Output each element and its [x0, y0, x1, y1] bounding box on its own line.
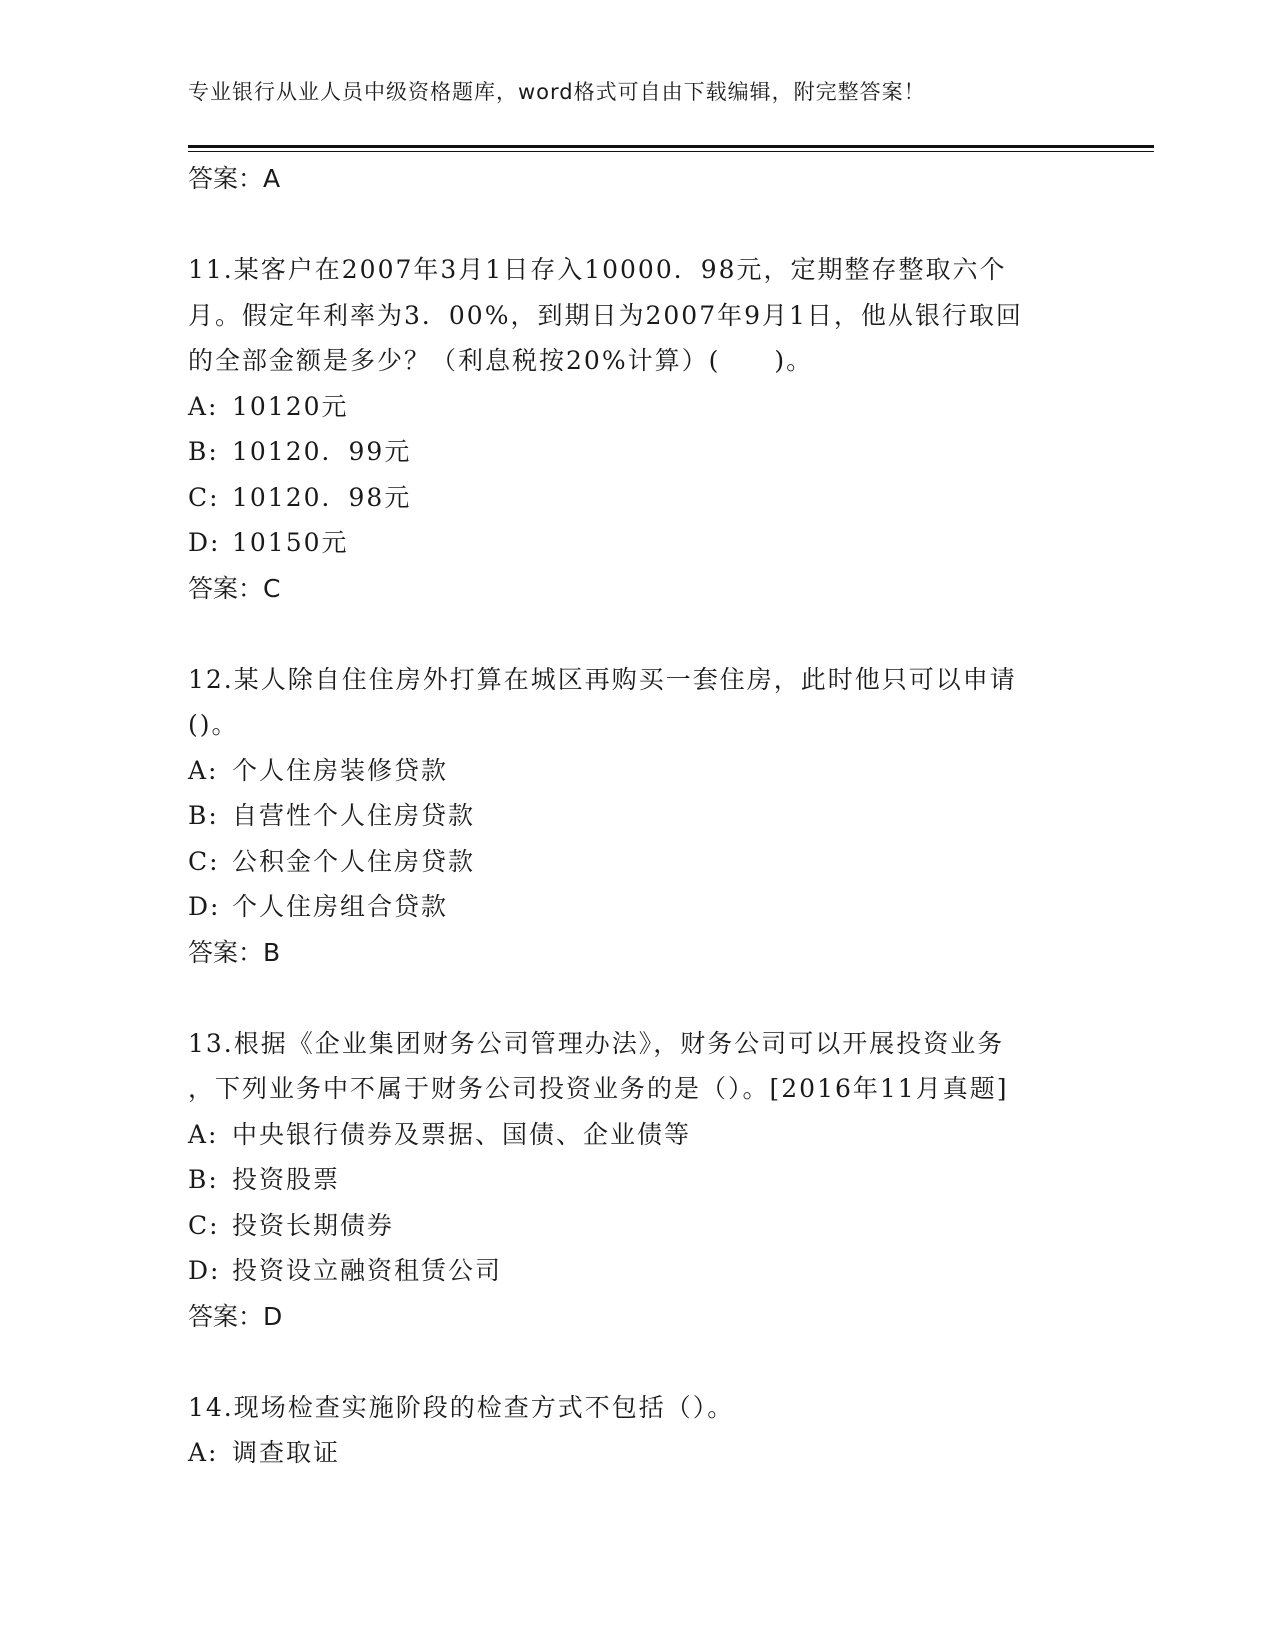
question-stem-line: 11.某客户在2007年3月1日存入10000．98元，定期整存整取六个 — [188, 255, 1007, 284]
spacer — [188, 202, 1088, 247]
option-letter: B: — [188, 801, 219, 830]
question-stem-line: 12.某人除自住住房外打算在城区再购买一套住房，此时他只可以申请 — [188, 664, 1017, 694]
option-c — [188, 1203, 1088, 1249]
spacer — [188, 976, 1088, 1021]
question-block — [188, 1021, 1088, 1340]
option-letter: A: — [188, 391, 219, 421]
question-block — [188, 657, 1088, 976]
option-letter: C: — [188, 1210, 220, 1240]
option-text: 投资设立融资租赁公司 — [232, 1256, 503, 1285]
option-a — [188, 384, 1088, 430]
option-b — [188, 793, 1088, 839]
option-text: 个人住房装修贷款 — [232, 755, 449, 785]
option-text: 个人住房组合贷款 — [232, 892, 449, 921]
option-a — [188, 1430, 1088, 1476]
option-d — [188, 520, 1088, 566]
option-letter: D: — [188, 1256, 221, 1285]
option-letter: D: — [188, 892, 221, 921]
option-b — [188, 1157, 1088, 1203]
option-d — [188, 884, 1088, 930]
option-text: 自营性个人住房贷款 — [232, 801, 476, 830]
option-letter: C: — [188, 482, 220, 512]
option-b — [188, 429, 1088, 475]
option-c — [188, 475, 1088, 521]
option-text: 调查取证 — [232, 1438, 341, 1467]
option-text: 投资长期债券 — [232, 1210, 395, 1240]
spacer — [188, 612, 1088, 657]
option-letter: B: — [188, 437, 219, 466]
answer-line: 答案：A — [188, 164, 281, 193]
option-text: 公积金个人住房贷款 — [232, 846, 476, 876]
option-a — [188, 748, 1088, 794]
question-stem-line: 月。假定年利率为3．00%，到期日为2007年9月1日，他从银行取回 — [188, 300, 1023, 330]
question-stem-line: ()。 — [188, 710, 239, 739]
question-stem-line: 14.现场检查实施阶段的检查方式不包括（）。 — [188, 1392, 735, 1422]
option-letter: A: — [188, 1119, 219, 1149]
answer-line: 答案：B — [188, 937, 281, 967]
option-letter: C: — [188, 846, 220, 876]
question-stem-line: 13.根据《企业集团财务公司管理办法》，财务公司可以开展投资业务 — [188, 1028, 1005, 1058]
option-d — [188, 1248, 1088, 1294]
option-text: 10150元 — [232, 528, 349, 557]
header-rule-thick — [188, 145, 1154, 148]
page-header: 专业银行从业人员中级资格题库，word格式可自由下载编辑，附完整答案！ — [188, 80, 926, 104]
option-text: 10120．99元 — [232, 437, 412, 466]
option-letter: A: — [188, 1438, 219, 1467]
document-body — [188, 156, 1088, 1476]
option-a — [188, 1112, 1088, 1158]
option-letter: B: — [188, 1165, 219, 1194]
answer-line: 答案：C — [188, 573, 281, 603]
answer-line: 答案：D — [188, 1301, 283, 1331]
option-text: 投资股票 — [232, 1165, 341, 1194]
option-letter: D: — [188, 528, 221, 557]
option-text: 10120元 — [232, 391, 349, 421]
option-text: 中央银行债券及票据、国债、企业债等 — [232, 1119, 692, 1149]
question-block — [188, 247, 1088, 612]
header-rule-thin — [188, 151, 1154, 152]
question-block — [188, 1385, 1088, 1476]
option-c — [188, 839, 1088, 885]
question-stem-line: 的全部金额是多少？（利息税按20%计算）( )。 — [188, 346, 814, 375]
option-letter: A: — [188, 755, 219, 785]
spacer — [188, 1340, 1088, 1385]
option-text: 10120．98元 — [232, 482, 412, 512]
question-stem-line: ，下列业务中不属于财务公司投资业务的是（）。[2016年11月真题] — [188, 1074, 1009, 1103]
